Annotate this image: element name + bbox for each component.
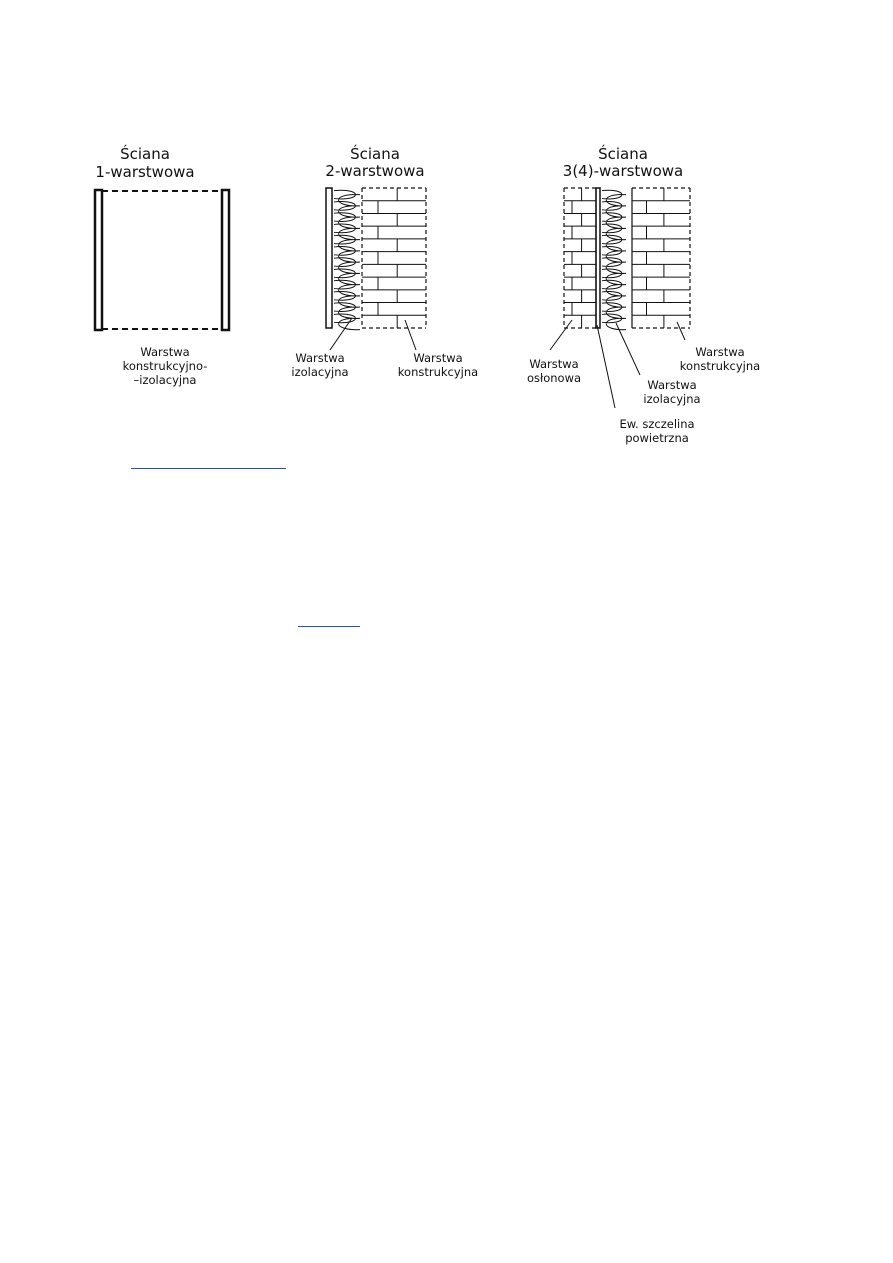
wall-2-title-line1: Ściana [350, 145, 400, 163]
wall-3-air-gap-label-line1: Ew. szczelina [619, 417, 695, 431]
wall-2-layer-group [291, 144, 478, 379]
hyperlink-underline-1[interactable] [131, 468, 286, 469]
wall-2-section [326, 188, 426, 330]
wall-2-insulation-label-line2: izolacyjna [291, 365, 349, 379]
wall-3-facing-label-line1: Warstwa [529, 357, 579, 371]
wall-1-label-line3: –izolacyjna [133, 373, 197, 387]
wall-2-insulation-label-line1: Warstwa [295, 351, 345, 365]
wall-3-air-gap-label-line2: powietrzna [625, 431, 689, 445]
wall-2-structural-label-line2: konstrukcyjna [397, 365, 479, 379]
wall-1-layer-group [95, 144, 229, 387]
wall-3-layer-group [527, 144, 760, 445]
wall-3-insulation-label-line2: izolacyjna [643, 392, 701, 406]
wall-1-title-line2: 1-warstwowa [95, 163, 195, 181]
wall-2-structural-layer [362, 188, 426, 328]
wall-3-insulation-loops [602, 190, 626, 329]
wall-3-facing-layer [564, 188, 596, 328]
wall-3-insulation-label-line1: Warstwa [647, 378, 697, 392]
wall-1-section [95, 190, 229, 330]
wall-3-section [564, 188, 690, 330]
wall-3-structural-label-line1: Warstwa [695, 345, 745, 359]
wall-1-label-line1: Warstwa [140, 345, 190, 359]
wall-1-label-line2: konstrukcyjno- [122, 359, 208, 373]
wall-3-title-line2: 3(4)-warstwowa [562, 162, 684, 180]
wall-3-structural-label-line2: konstrukcyjna [679, 359, 761, 373]
wall-1-title-line1: Ściana [120, 145, 170, 163]
hyperlink-underline-2[interactable] [298, 626, 360, 627]
wall-3-structural-layer [632, 188, 690, 328]
wall-3-insulation-layer [602, 190, 626, 329]
wall-3-facing-label-line2: osłonowa [526, 371, 582, 385]
wall-2-structural-label-line1: Warstwa [413, 351, 463, 365]
wall-2-insulation-loops [334, 190, 360, 329]
wall-layers-diagram [80, 140, 800, 455]
wall-2-title-line2: 2-warstwowa [325, 162, 425, 180]
wall-2-insulation-layer [334, 190, 360, 329]
wall-3-title-line1: Ściana [598, 145, 648, 163]
